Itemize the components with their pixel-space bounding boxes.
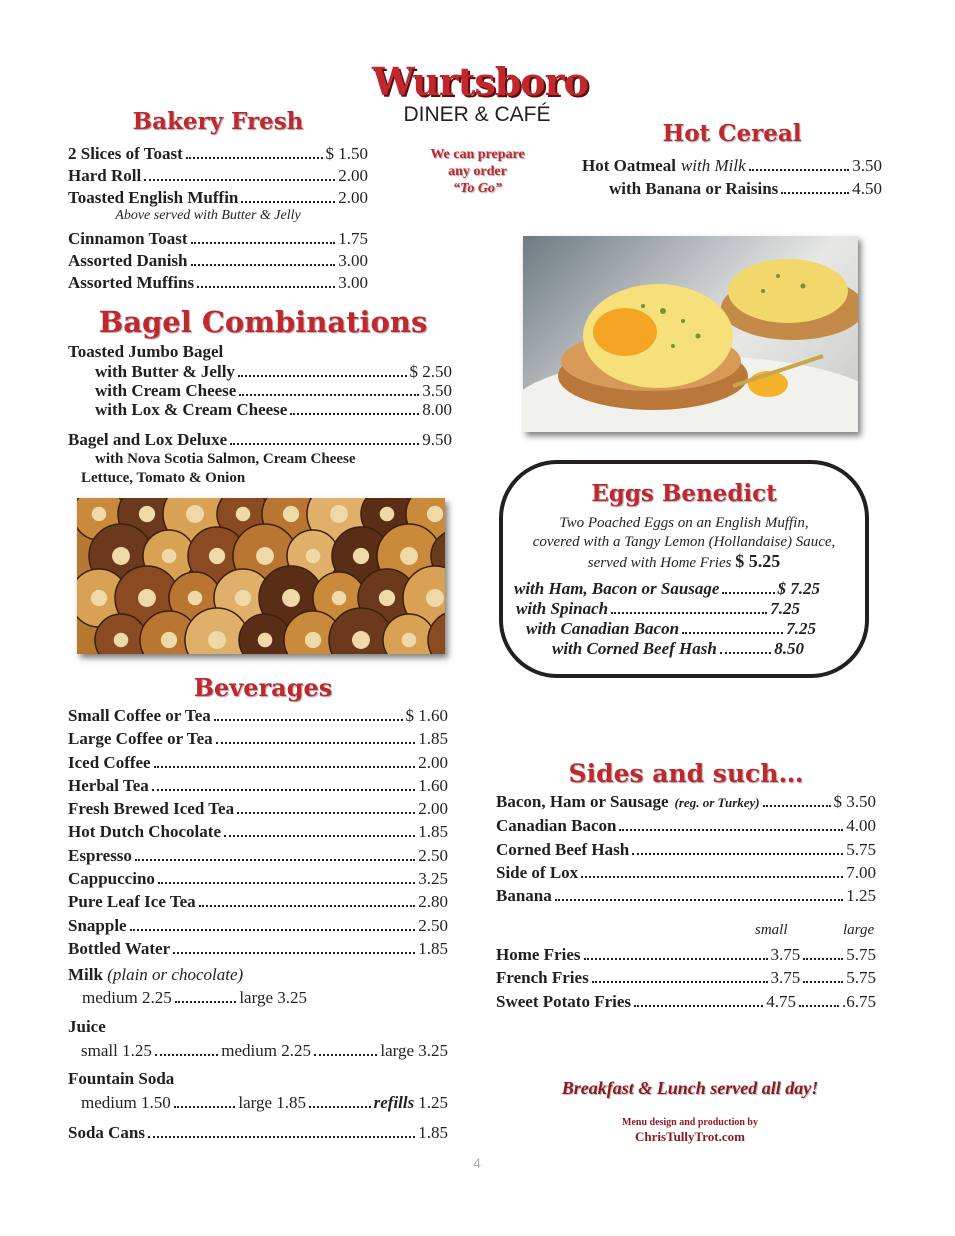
list-item: Cappuccino 3.25 [68, 869, 448, 889]
milk-label-row: Milk (plain or chocolate) [68, 965, 244, 985]
design-credit [580, 1116, 800, 1145]
bakery-title: Bakery Fresh [132, 108, 304, 135]
list-item: Assorted Danish 3.00 [68, 251, 368, 270]
cereal-list [582, 155, 882, 199]
list-item: Sweet Potato Fries 4.75 .6.75 [496, 991, 876, 1011]
list-item: Side of Lox 7.00 [496, 862, 876, 882]
eggs-benedict-illustration [523, 236, 858, 432]
list-item: Snapple 2.50 [68, 915, 448, 935]
list-item: Bottled Water 1.85 [68, 938, 448, 958]
list-item: Hard Roll 2.00 [68, 166, 368, 185]
juice-sizes: small 1.25 medium 2.25 large 3.25 [81, 1041, 449, 1061]
bagels-photo [77, 498, 445, 654]
benedict-desc-line3: served with Home Fries $ 5.25 [587, 551, 781, 571]
list-item: Hot Dutch Chocolate 1.85 [68, 822, 448, 842]
list-item: 2 Slices of Toast $ 1.50 [68, 144, 368, 163]
bagels-illustration [77, 498, 445, 654]
list-item: Home Fries 3.75 5.75 [496, 945, 876, 964]
credit-line1: Menu design and production by [622, 1117, 758, 1128]
fries-list [496, 943, 876, 1013]
bakery-note: Above served with Butter & Jelly [115, 208, 301, 223]
list-item: Toasted English Muffin 2.00 [68, 188, 368, 207]
benedict-list [510, 579, 830, 659]
list-item: Fresh Brewed Iced Tea 2.00 [68, 799, 448, 819]
to-go-line3: “To Go” [453, 181, 502, 196]
benedict-desc [499, 514, 869, 573]
served-all-day: Breakfast & Lunch served all day! [561, 1078, 819, 1098]
juice-label: Juice [68, 1017, 106, 1037]
list-item: with Corned Beef Hash 8.50 [552, 639, 804, 658]
list-item: Pure Leaf Ice Tea 2.80 [68, 892, 448, 912]
benedict-desc-line1: Two Poached Eggs on an English Muffin, [559, 515, 809, 531]
soda-sizes: medium 1.50 large 1.85 refills 1.25 [81, 1093, 448, 1113]
list-item: with Cream Cheese 3.50 [95, 381, 452, 400]
to-go-line2: any order [448, 164, 507, 179]
beverages-list [68, 704, 448, 1144]
list-item: with Spinach 7.25 [516, 599, 800, 618]
list-item: Bacon, Ham or Sausage (reg. or Turkey) $ 3.50 [496, 792, 876, 811]
list-item: Hot Oatmeal with Milk 3.50 [582, 156, 882, 175]
list-item: Cinnamon Toast 1.75 [68, 229, 368, 248]
size-small-header: small [755, 922, 788, 938]
list-item: Espresso 2.50 [68, 845, 448, 865]
deluxe-desc-line2: Lettuce, Tomato & Onion [81, 470, 246, 486]
to-go-note [395, 146, 560, 197]
benedict-base-price: $ 5.25 [735, 551, 781, 571]
list-item: with Ham, Bacon or Sausage $ 7.25 [514, 579, 820, 598]
list-item: Corned Beef Hash 5.75 [496, 839, 876, 859]
bagels-title: Bagel Combinations [98, 305, 428, 339]
sides-list [496, 790, 876, 907]
soda-label: Fountain Soda [68, 1069, 175, 1089]
list-item: with Butter & Jelly $ 2.50 [95, 362, 452, 381]
jumbo-bagel-label: Toasted Jumbo Bagel [68, 342, 224, 361]
sides-title: Sides and such… [568, 759, 804, 788]
list-item: Large Coffee or Tea 1.85 [68, 729, 448, 749]
list-item: with Lox & Cream Cheese 8.00 [95, 400, 452, 419]
list-item: Assorted Muffins 3.00 [68, 273, 368, 292]
list-item: French Fries 3.75 5.75 [496, 968, 876, 988]
credit-line2: ChrisTullyTrot.com [635, 1129, 745, 1144]
eggs-benedict-photo [523, 236, 858, 432]
brand-name: Wurtsboro [372, 59, 589, 104]
to-go-line1: We can prepare [430, 147, 525, 162]
list-item: Iced Coffee 2.00 [68, 752, 448, 772]
beverages-title: Beverages [193, 673, 333, 702]
size-large-header: large [843, 922, 875, 938]
deluxe-desc-line1: with Nova Scotia Salmon, Cream Cheese [95, 451, 356, 467]
page-number: 4 [473, 1155, 481, 1171]
list-item: Banana 1.25 [496, 886, 876, 906]
bakery-list [68, 143, 368, 293]
cereal-title: Hot Cereal [662, 120, 802, 147]
list-item: with Canadian Bacon 7.25 [526, 619, 816, 638]
bagels-list [68, 341, 452, 488]
list-item: Soda Cans 1.85 [68, 1123, 448, 1143]
brand-logo [372, 59, 589, 126]
list-item: with Banana or Raisins 4.50 [609, 179, 882, 198]
milk-sizes: medium 2.25 large 3.25 [82, 988, 307, 1008]
list-item: Herbal Tea 1.60 [68, 775, 448, 795]
list-item: Bagel and Lox Deluxe 9.50 [68, 430, 452, 449]
list-item: Small Coffee or Tea $ 1.60 [68, 706, 448, 725]
benedict-title: Eggs Benedict [591, 480, 777, 507]
list-item: Canadian Bacon 4.00 [496, 816, 876, 836]
benedict-desc-line2: covered with a Tangy Lemon (Hollandaise) Sauce, [532, 534, 836, 550]
brand-subtitle: DINER & CAFÉ [403, 103, 551, 126]
